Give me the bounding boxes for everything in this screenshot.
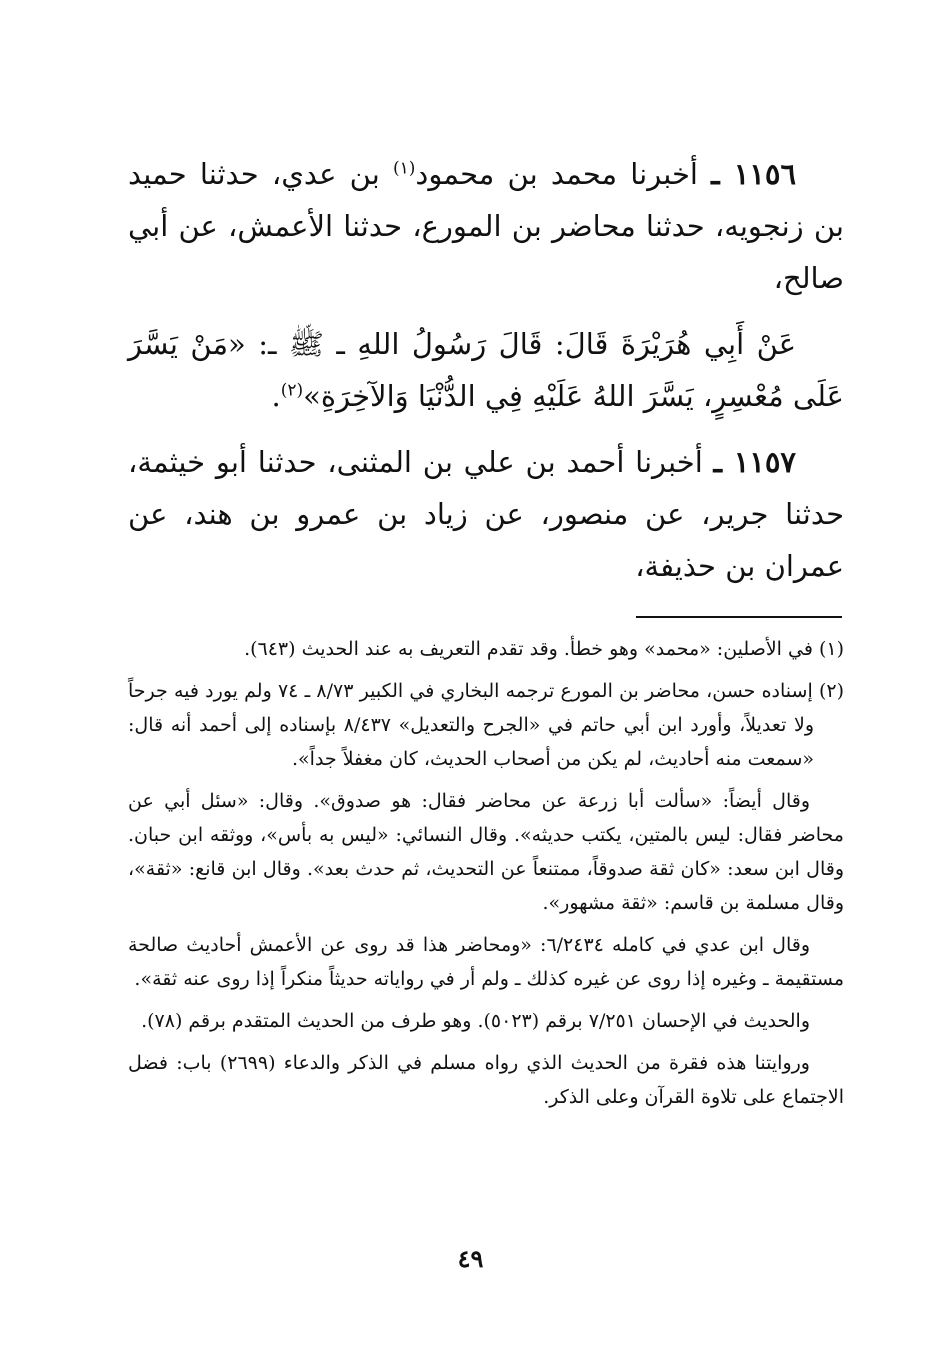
hadith-1157 (128, 436, 844, 592)
hadith-number: ١١٥٧ ـ (713, 445, 796, 479)
hadith-1156-matn (128, 318, 844, 422)
footnote-2-paragraph: وقال ابن عدي في كامله ٦/٢٤٣٤: «ومحاضر هذا قد روى عن الأعمش أحاديث صالحة مستقيمة ـ وغيره إذا روى عن غيره كذلك ـ ولم أر في رواياته حديثاً منكراً إذا روى عنه ثقة». (128, 934, 844, 990)
page-number: ٤٩ (457, 1244, 484, 1273)
footnote-1: (١) في الأصلين: «محمد» وهو خطأ. وقد تقدم التعريف به عند الحديث (٦٤٣). (244, 638, 844, 660)
footnote-2: (٢) إسناده حسن، محاضر بن المورع ترجمه البخاري في الكبير ٨/٧٣ ـ ٧٤ ولم يورد فيه جرحاً ولا تعديلاً، وأورد ابن أبي حاتم في «الجرح والتعديل» ٨/٤٣٧ بإسناده إلى أحمد أنه قال: «سمعت منه أحاديث، لم يكن من أصحاب الحديث، كان مغفلاً جداً». (128, 680, 845, 770)
hadith-number: ١١٥٦ ـ (711, 157, 797, 191)
footnotes (128, 632, 844, 1122)
footnote-separator (636, 616, 842, 618)
isnad-text: أخبرنا محمد بن محمود (415, 157, 698, 191)
hadith-1156 (128, 148, 844, 304)
sentence-end: . (271, 379, 281, 413)
footnote-ref: (٢) (280, 380, 304, 401)
footnote-2-paragraph: والحديث في الإحسان ٧/٢٥١ برقم (٥٠٢٣). وهو طرف من الحديث المتقدم برقم (٧٨). (141, 1010, 810, 1032)
footnote-2-paragraph: وروايتنا هذه فقرة من الحديث الذي رواه مسلم في الذكر والدعاء (٢٦٩٩) باب: فضل الاجتماع على تلاوة القرآن وعلى الذكر. (128, 1052, 844, 1108)
isnad-text: أخبرنا أحمد بن علي بن المثنى، حدثنا أبو خيثمة، حدثنا جرير، عن منصور، عن زياد بن عمرو بن هند، عن عمران بن حذيفة، (128, 445, 844, 583)
matn-text: عَنْ أَبِي هُرَيْرَةَ قَالَ: قَالَ رَسُولُ اللهِ ـ ﷺ ـ: «مَنْ يَسَّرَ عَلَى مُعْسِرٍ، يَسَّرَ اللهُ عَلَيْهِ فِي الدُّنْيَا وَالآخِرَةِ» (128, 327, 844, 413)
footnote-ref: (١) (392, 158, 416, 179)
main-text (128, 148, 844, 606)
isnad-text: بن عدي، حدثنا حميد بن زنجويه، حدثنا محاضر بن المورع، حدثنا الأعمش، عن أبي صالح، (128, 157, 844, 295)
footnote-2-paragraph: وقال أيضاً: «سألت أبا زرعة عن محاضر فقال: هو صدوق». وقال: «سئل أبي عن محاضر فقال: ليس بالمتين، يكتب حديثه». وقال النسائي: «ليس به بأس»، ووثقه ابن حبان. وقال ابن سعد: «كان ثقة صدوقاً، ممتنعاً عن التحديث، ثم حدث بعد». وقال ابن قانع: «ثقة»، وقال مسلمة بن قاسم: «ثقة مشهور». (128, 790, 844, 914)
